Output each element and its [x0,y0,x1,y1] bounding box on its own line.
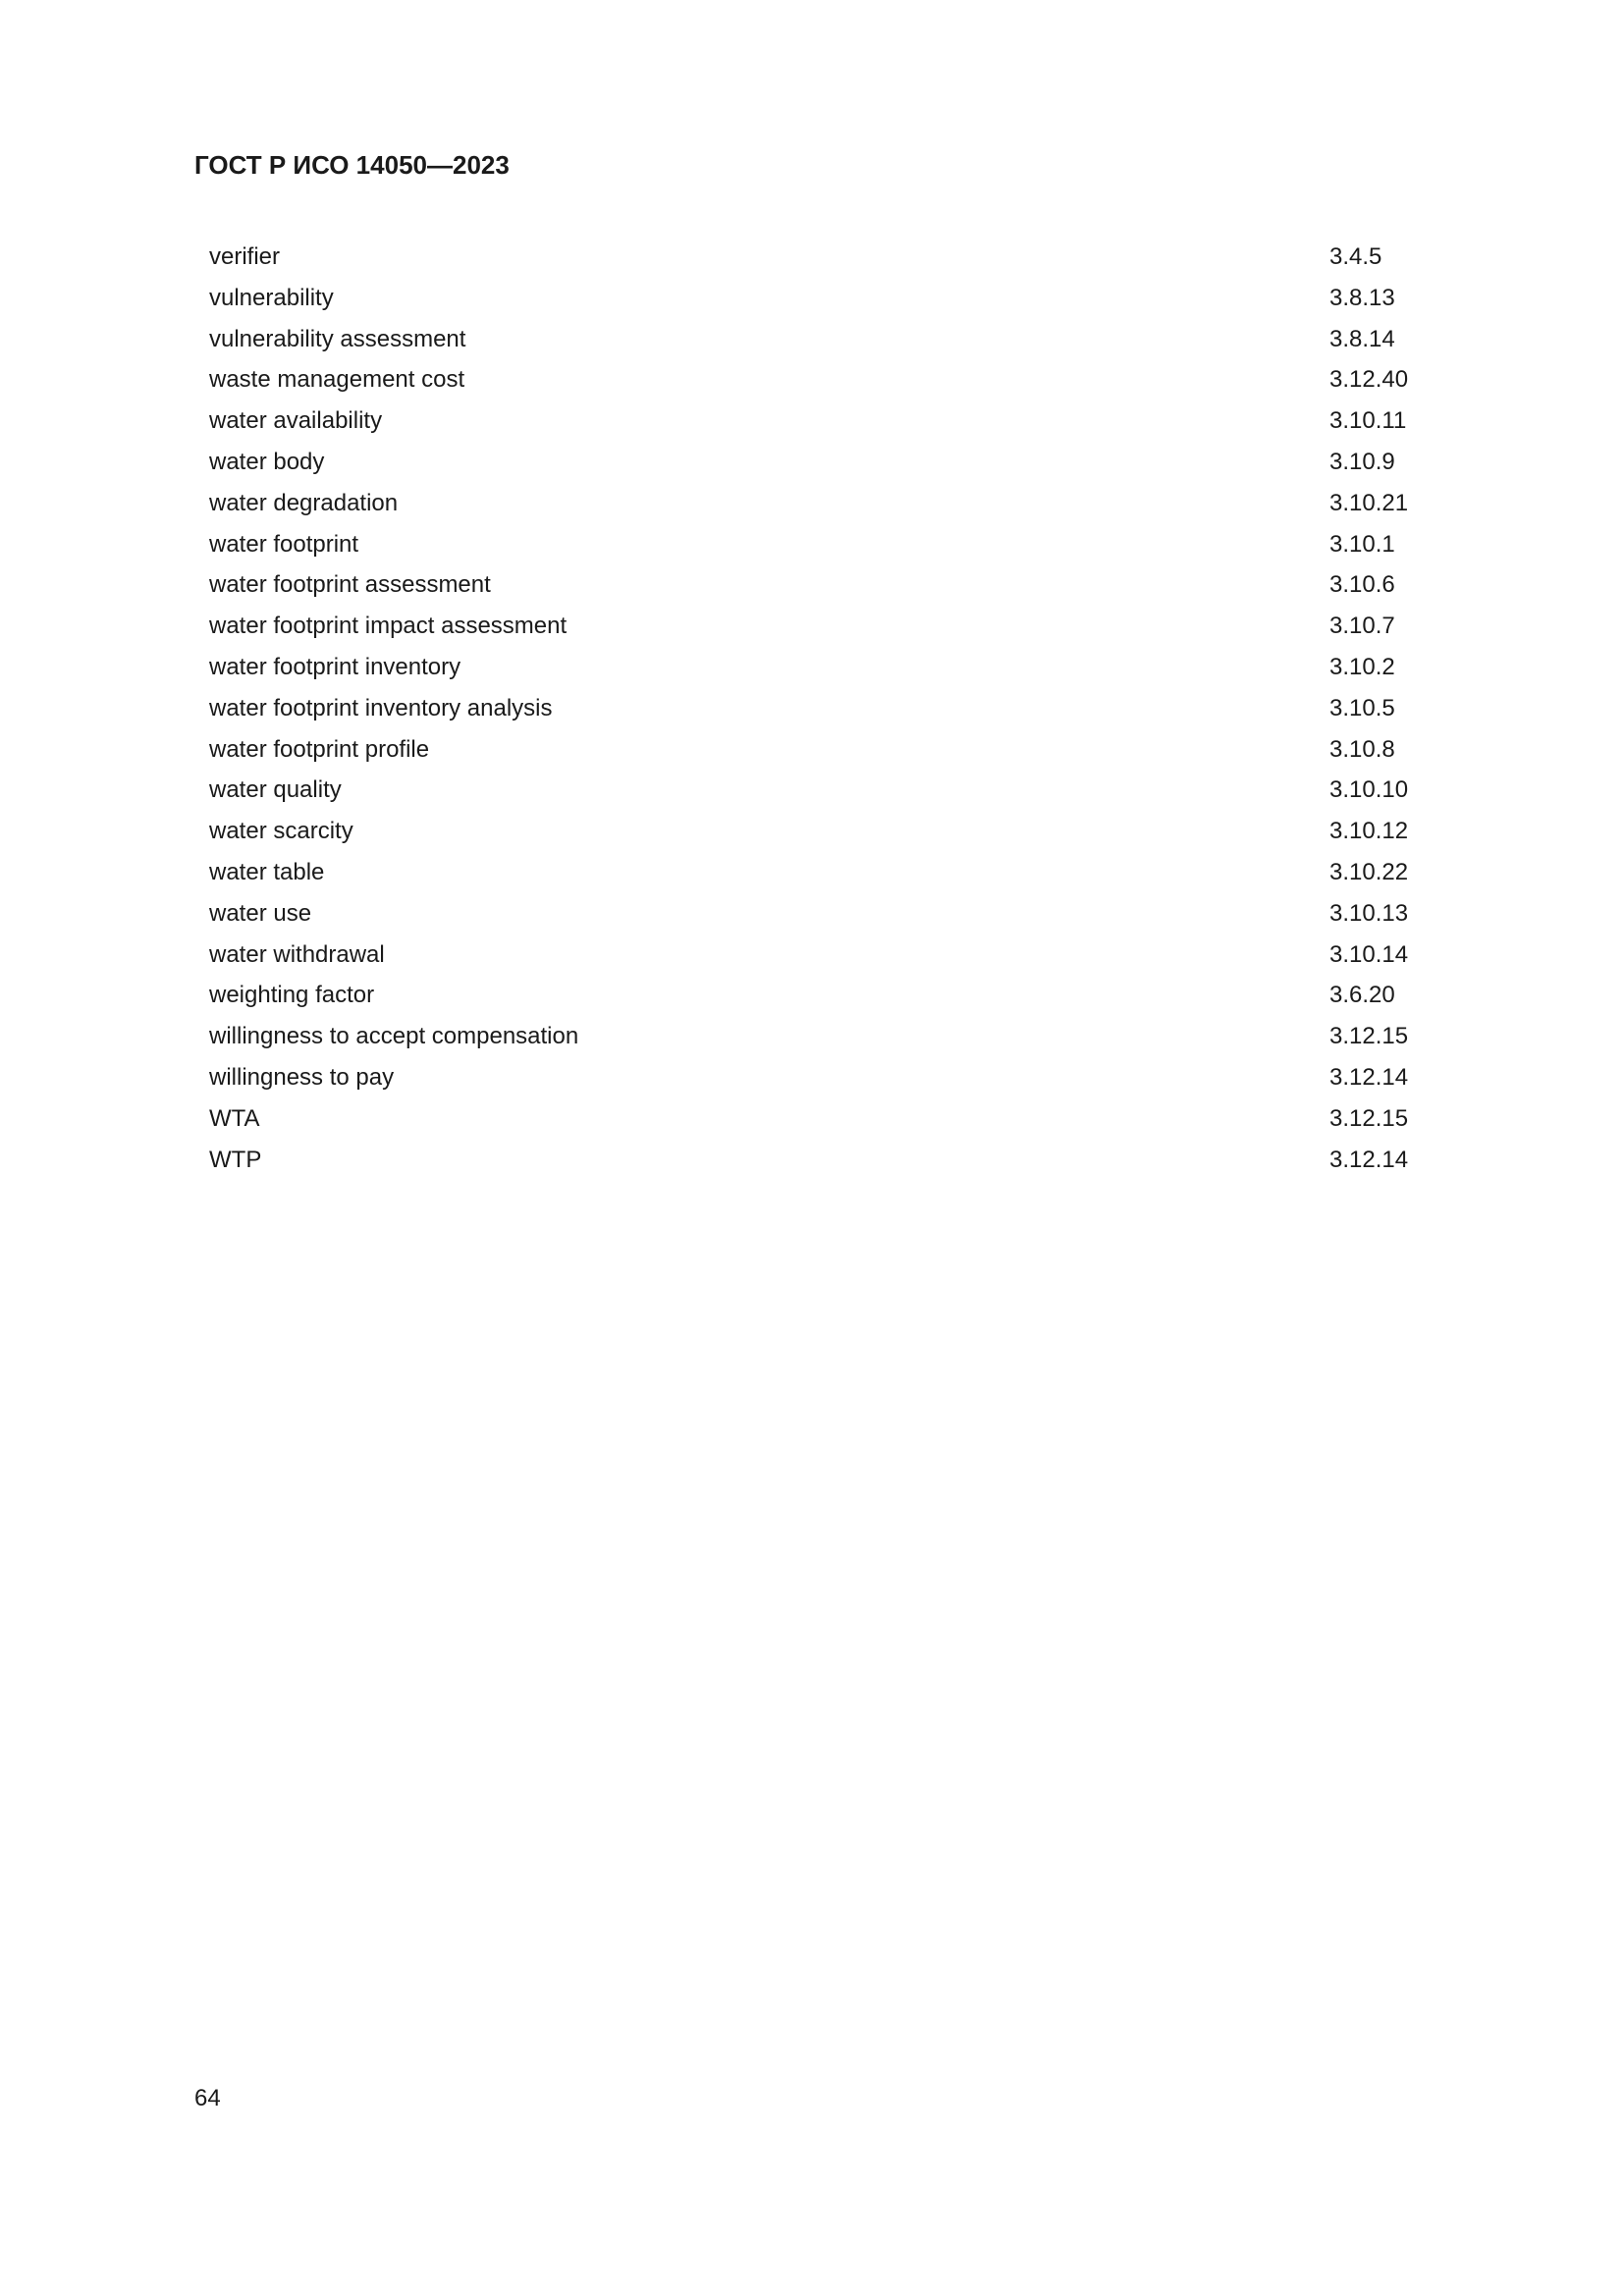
entry-term: water footprint impact assessment [209,613,568,640]
entry-term: WTA [209,1104,260,1132]
index-entry [209,941,1427,983]
entry-term: waste management cost [209,366,465,394]
entry-term: water footprint [209,530,359,558]
entry-term: vulnerability assessment [209,325,466,352]
entry-reference: 3.10.22 [1329,858,1409,885]
entry-reference: 3.8.14 [1329,325,1395,352]
document-header: ГОСТ Р ИСО 14050—2023 [194,150,510,180]
index-entry [209,366,1427,407]
index-entry [209,818,1427,859]
entry-term: water footprint inventory [209,653,461,680]
entry-term: vulnerability [209,284,334,311]
index-entry [209,859,1427,900]
entry-reference: 3.10.8 [1329,735,1395,763]
entry-term: water body [209,448,325,475]
index-entry [209,1023,1427,1064]
entry-term: weighting factor [209,982,375,1009]
entry-term: willingness to pay [209,1063,395,1091]
entry-term: water table [209,858,325,885]
entry-reference: 3.10.12 [1329,818,1409,845]
index-entry [209,531,1427,572]
index-entry [209,1064,1427,1105]
index-entry [209,407,1427,449]
index-entry [209,613,1427,654]
index-entry [209,1105,1427,1147]
index-entry [209,695,1427,736]
entry-reference: 3.10.14 [1329,940,1409,968]
entry-reference: 3.4.5 [1329,243,1382,270]
entry-term: water footprint assessment [209,571,491,599]
entry-term: water use [209,899,312,927]
entry-reference: 3.12.15 [1329,1104,1409,1132]
entry-reference: 3.12.40 [1329,366,1409,394]
entry-reference: 3.10.9 [1329,448,1395,475]
entry-term: water scarcity [209,818,353,845]
entry-reference: 3.6.20 [1329,982,1395,1009]
index-entry [209,654,1427,695]
index-entry [209,1147,1427,1188]
entry-reference: 3.10.13 [1329,899,1409,927]
entry-reference: 3.10.7 [1329,613,1395,640]
entry-term: water availability [209,407,383,435]
entry-reference: 3.12.14 [1329,1063,1409,1091]
entry-reference: 3.10.1 [1329,530,1395,558]
entry-reference: 3.10.6 [1329,571,1395,599]
index-entry [209,900,1427,941]
entry-reference: 3.10.10 [1329,776,1409,804]
entry-term: verifier [209,243,281,270]
entry-reference: 3.10.21 [1329,489,1409,516]
entry-reference: 3.8.13 [1329,284,1395,311]
entry-reference: 3.12.15 [1329,1023,1409,1050]
index-entry [209,285,1427,326]
entry-reference: 3.10.5 [1329,694,1395,721]
index-entry [209,982,1427,1023]
entry-term: water withdrawal [209,940,385,968]
entry-term: water quality [209,776,342,804]
entry-reference: 3.10.11 [1329,407,1407,435]
index-entry [209,449,1427,490]
page-number: 64 [194,2085,221,2111]
entry-term: water footprint profile [209,735,430,763]
index-entry [209,571,1427,613]
entry-term: WTP [209,1146,262,1173]
entry-reference: 3.12.14 [1329,1146,1409,1173]
entry-term: water footprint inventory analysis [209,694,553,721]
index-entry [209,326,1427,367]
entry-term: willingness to accept compensation [209,1023,579,1050]
entry-reference: 3.10.2 [1329,653,1395,680]
index-entry [209,490,1427,531]
index-entry [209,776,1427,818]
index-entry [209,736,1427,777]
index-list [209,243,1427,1187]
entry-term: water degradation [209,489,399,516]
index-entry [209,243,1427,285]
